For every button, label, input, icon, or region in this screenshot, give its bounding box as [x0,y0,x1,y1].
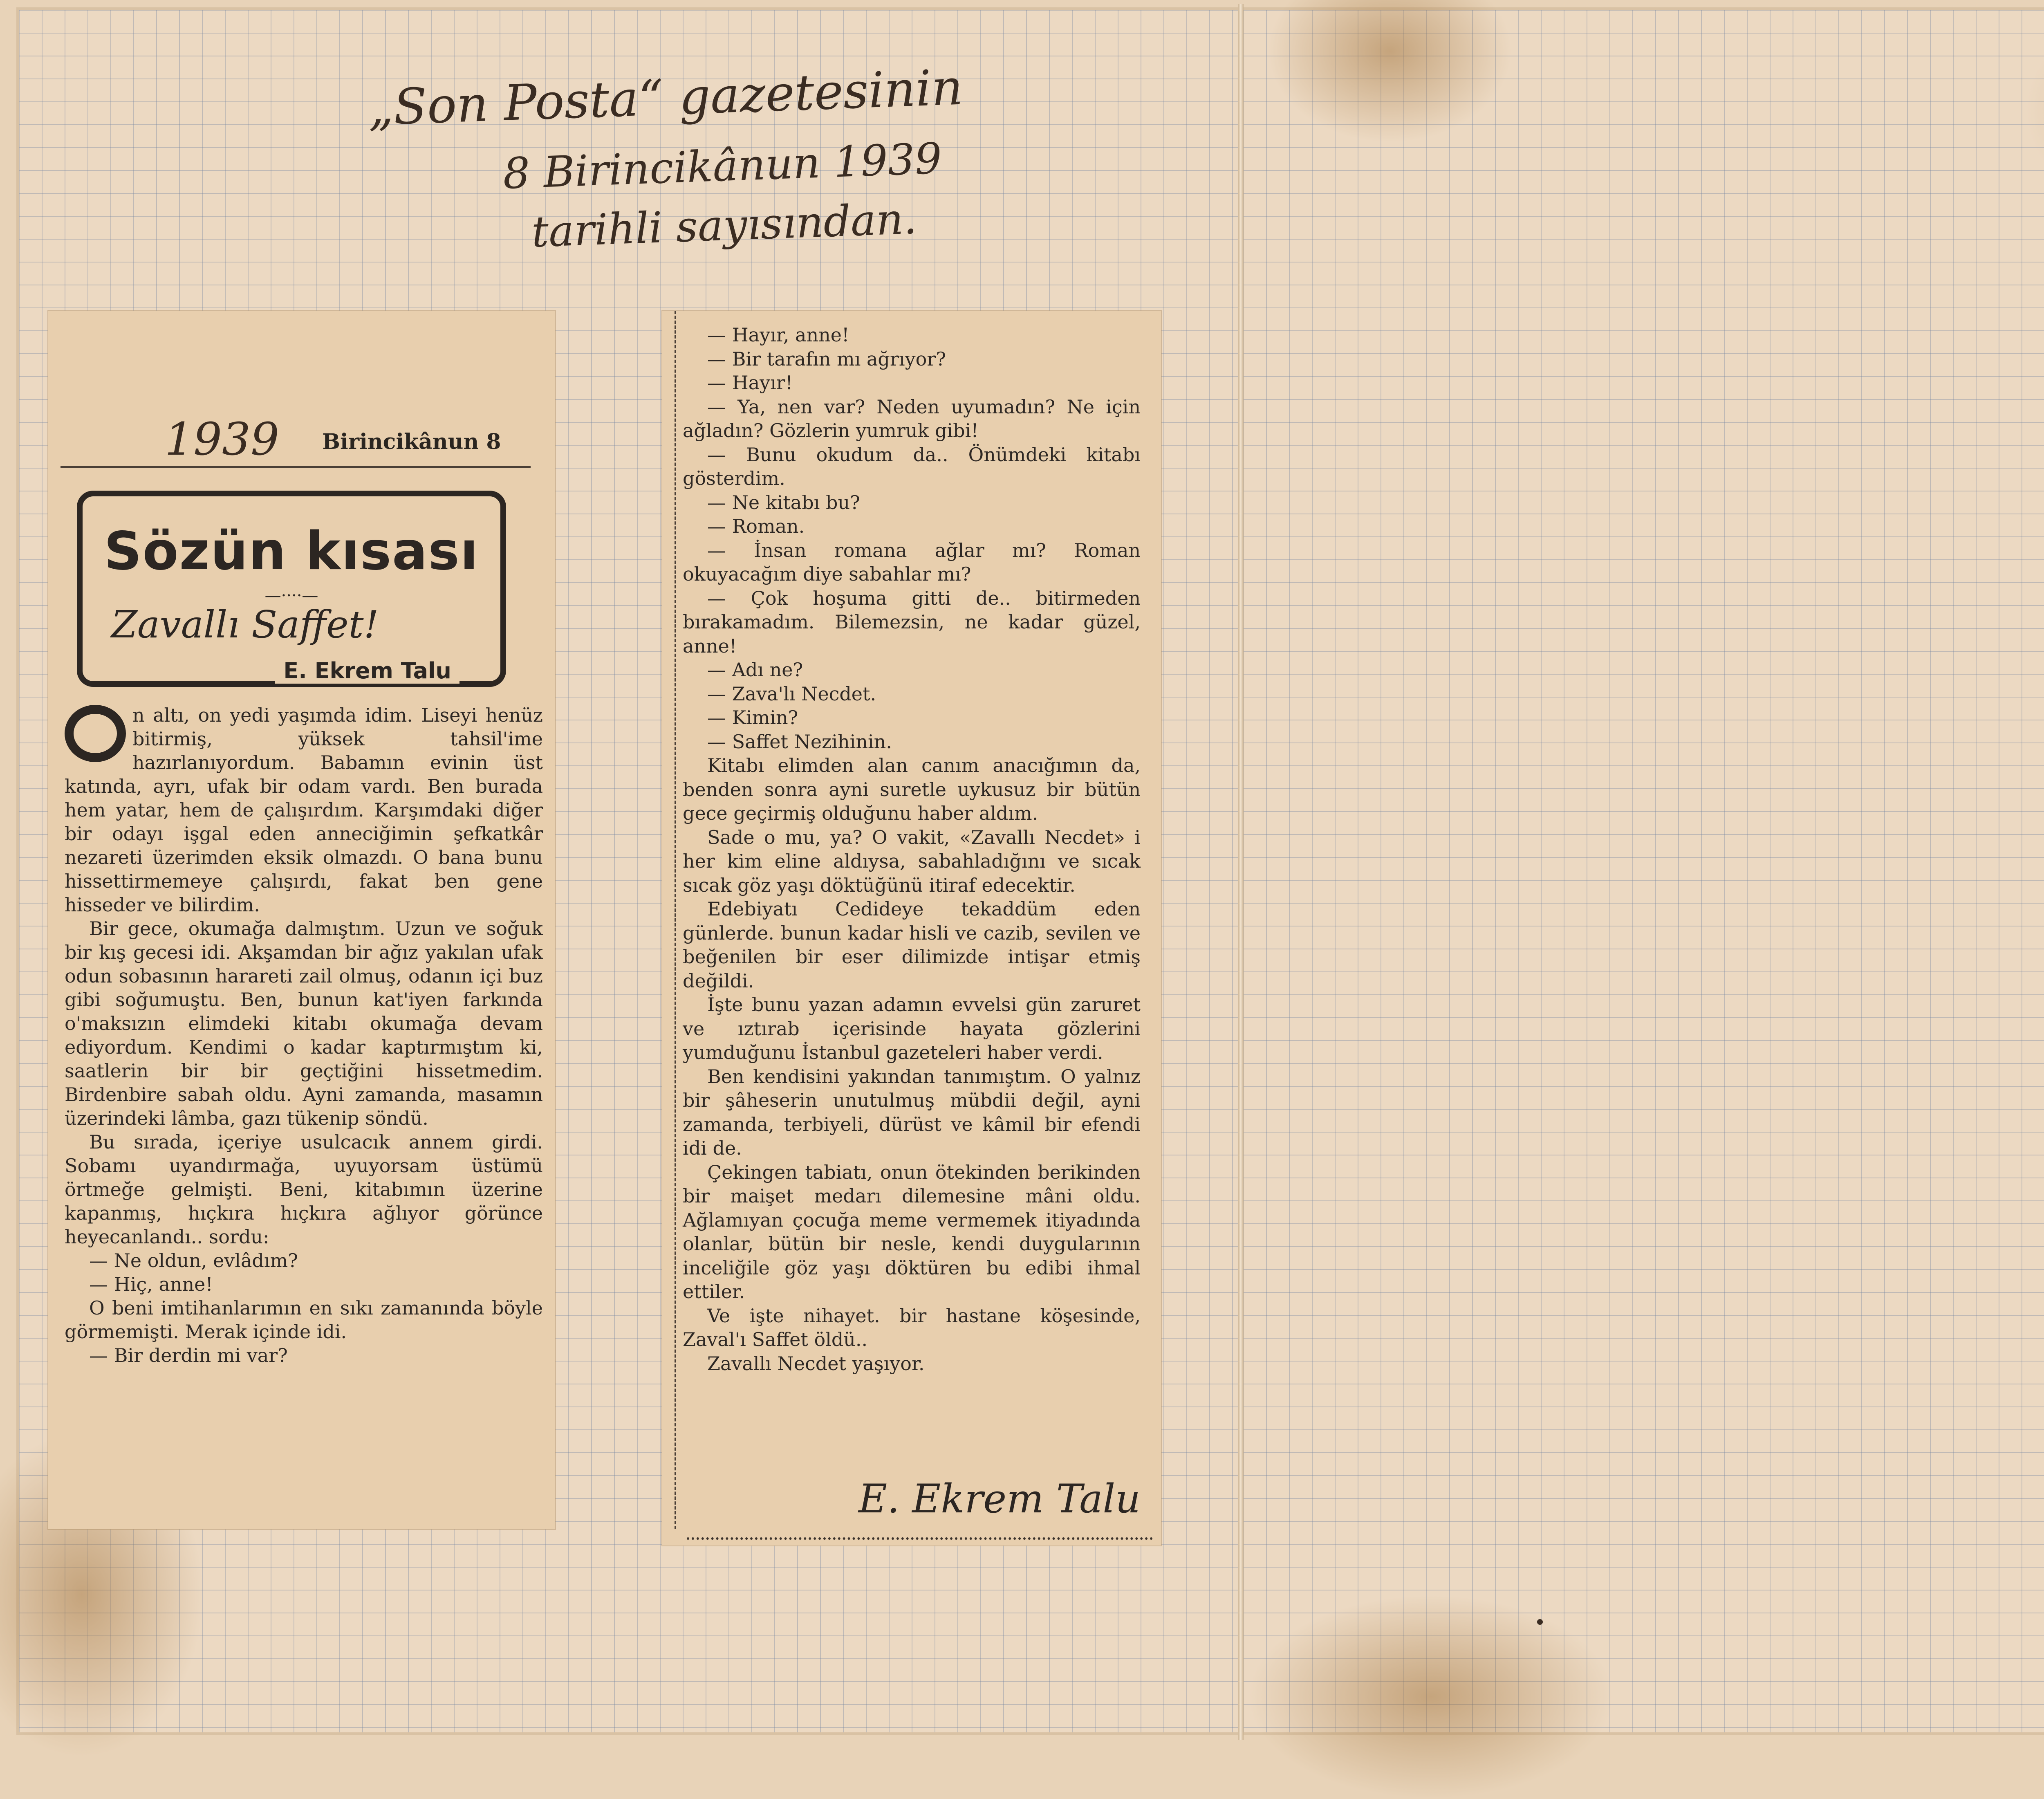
handwritten-note-line3: tarihli sayısından. [531,193,918,257]
paragraph: Çekingen tabiatı, onun ötekinden berikinden bir maişet medarı dilemesine mâni oldu. Ağlamıyan çocuğa meme vermemek itiyadında olanlar, bütün bir nesle, kendi duygularının inceliğile göz yaşı döktüren bu edibi ihmal ettiler. [683,1161,1141,1303]
article-title: Zavallı Saffet! [111,603,379,646]
newspaper-clipping-right [662,311,1161,1546]
dateline [61,413,531,465]
column-header-box [77,491,506,687]
dateline-rule [61,466,531,468]
dialogue-line: — Saffet Nezihinin. [707,730,892,753]
bottom-rule [687,1537,1153,1540]
stain [1247,1595,1615,1799]
title-separator: —····— [264,586,318,605]
dialogue-line: — Bunu okudum da.. Önümdeki kitabı gösterdim. [683,443,1141,489]
dateline-text: Birincikânun 8 [322,429,501,454]
paragraph: O beni imtihanlarımın en sıkı zamanında böyle görmemişti. Merak içinde idi. [65,1297,543,1343]
page-fold [1238,4,1244,1740]
paragraph: Ve işte nihayet. bir hastane köşesinde, Zaval'ı Saffet öldü.. [683,1304,1141,1350]
paragraph: İşte bunu yazan adamın evvelsi gün zaruret ve ıztırab içerisinde hayata gözlerini yumduğunu İstanbul gazeteleri haber verdi. [683,994,1141,1063]
dialogue-line: — Bir tarafın mı ağrıyor? [707,348,946,370]
paragraph: Ben kendisini yakından tanımıştım. O yalnız bir şâheserin unutulmuş mübdii değil, ayni zamanda, terbiyeli, dürüst ve kâmil bir efendi idi de. [683,1065,1141,1159]
dialogue-line: — Ne oldun, evlâdım? [89,1249,298,1272]
dialogue-line: — Roman. [707,515,805,537]
paragraph: Bir gece, okumağa dalmıştım. Uzun ve soğuk bir kış gecesi idi. Akşamdan bir ağız yakılan ufak odun sobasının harareti zail olmuş, odanın içi buz gibi soğumuştu. Ben, bunun kat'iyen farkında o'maksızın elimdeki kitabı okumağa devam ediyordum. Kendimi o kadar kaptırmıştım ki, saatlerin bir bir geçtiğini hissetmedim. Birdenbire sabah oldu. Ayni zamanda, masamın üzerindeki lâmba, gazı tükenip söndü. [65,917,543,1129]
dialogue-line: — Adı ne? [707,659,803,681]
article-body-right [683,323,1141,1375]
paragraph: Kitabı elimden alan canım anacığımın da, benden sonra ayni suretle uykusuz bir bütün gece geçirmiş olduğunu haber aldım. [683,754,1141,824]
dialogue-line: — Ne kitabı bu? [707,491,860,514]
paragraph: Zavallı Necdet yaşıyor. [707,1352,925,1375]
dialogue-line: — Çok hoşuma gitti de.. bitirmeden bırakamadım. Bilemezsin, ne kadar güzel, anne! [683,587,1141,657]
byline: E. Ekrem Talu [275,658,459,684]
dialogue-line: — Ya, nen var? Neden uyumadın? Ne için ağladın? Gözlerin yumruk gibi! [683,395,1141,442]
handwritten-year: 1939 [165,413,279,465]
newspaper-clipping-left [48,311,555,1529]
dialogue-line: — Kimin? [707,707,798,729]
handwritten-note-line1: „Son Posta“ gazetesinin [367,59,964,137]
dialogue-line: — Hiç, anne! [89,1273,213,1295]
paragraph: Sade o mu, ya? O vakit, «Zavallı Necdet» i her kim eline aldıysa, sabahladığını ve sıcak sıcak göz yaşı döktüğünü itiraf edecektir. [683,826,1141,896]
notebook-page-right [1241,7,2044,1735]
handwritten-note-line2: 8 Birincikânun 1939 [502,133,943,199]
article-body-left [65,703,543,1367]
dialogue-line: — Hayır, anne! [707,324,849,346]
paragraph: Edebiyatı Cedideye tekaddüm eden günlerde. bunun kadar hisli ve cazib, sevilen ve beğenilen bir eser dilimizde intişar etmiş değildi. [683,898,1141,992]
dialogue-line: — Bir derdin mi var? [89,1344,288,1366]
signature: E. Ekrem Talu [858,1476,1141,1522]
column-title: Sözün kısası [104,521,479,582]
dialogue-line: — Hayır! [707,372,793,394]
paragraph: n altı, on yedi yaşımda idim. Liseyi henüz bitirmiş, yüksek tahsil'ime hazırlanıyordum. Babamın evinin üst katında, ayrı, ufak bir odam vardı. Ben burada hem yatar, hem de çalışırdım. Karşımdaki diğer bir odayı işgal eden anneciğimin şefkatkâr nezareti üzerimden eksik olmazdı. O bana bunu hissettirmemeye çalışırdı, fakat ben gene hisseder ve bilirdim. [65,704,543,916]
ink-dot [1537,1619,1543,1625]
paragraph: Bu sırada, içeriye usulcacık annem girdi. Sobamı uyandırmağa, uyuyorsam üstümü örtmeğe gelmişti. Beni, kitabımın üzerine kapanmış, hıçkıra hıçkıra ağlıyor görünce heyecanlandı.. sordu: [65,1131,543,1248]
column-rule [675,311,676,1529]
dialogue-line: — Zava'lı Necdet. [707,682,876,705]
dropcap-o [65,705,126,762]
dialogue-line: — İnsan romana ağlar mı? Roman okuyacağım diye sabahlar mı? [683,539,1141,585]
